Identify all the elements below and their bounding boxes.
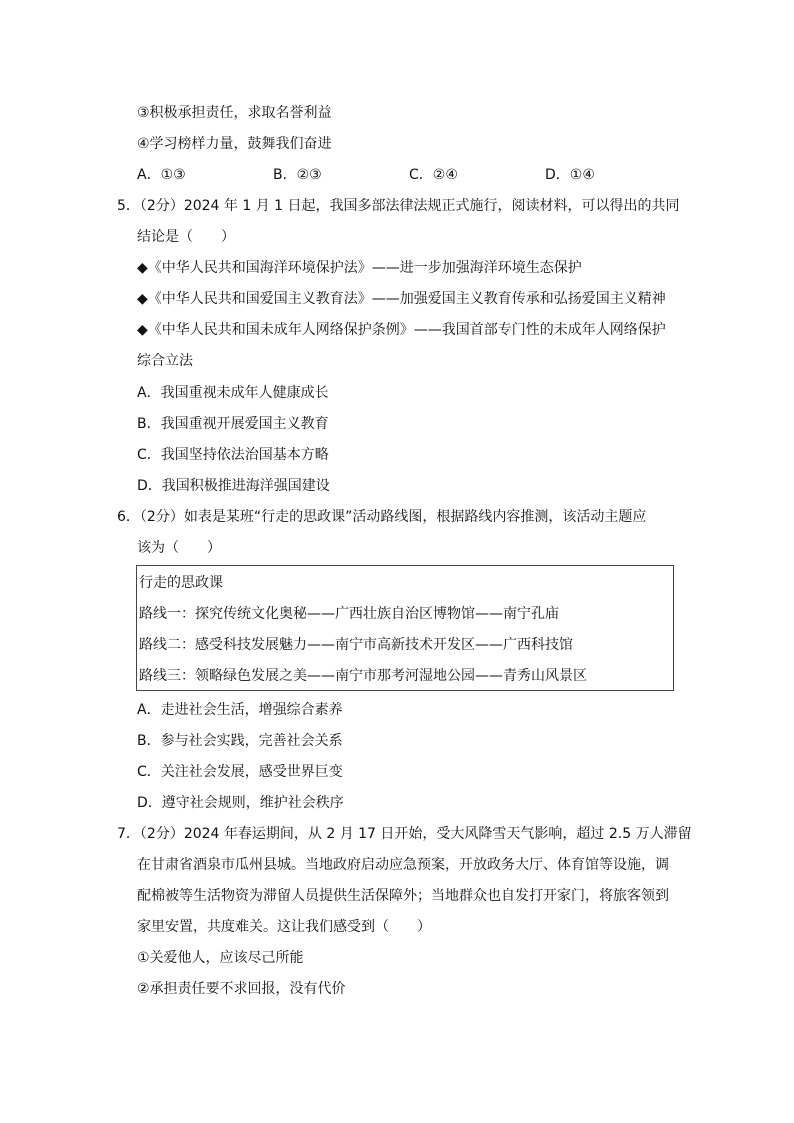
table-route-1: 路线一：探究传统文化奥秘——广西壮族自治区博物馆——南宁孔庙 bbox=[139, 606, 559, 622]
q5-option-c[interactable]: C．我国坚持依法治国基本方略 bbox=[137, 447, 329, 463]
q6-option-b[interactable]: B．参与社会实践，完善社会关系 bbox=[137, 733, 343, 749]
q4-options bbox=[137, 165, 595, 185]
q7-statement-2: ②承担责任要不求回报，没有代价 bbox=[137, 981, 346, 997]
q6-option-a[interactable]: A．走进社会生活，增强综合素养 bbox=[137, 702, 343, 718]
q5-stem-line-1: 5．（2分）2024 年 1 月 1 日起，我国多部法律法规正式施行，阅读材料，可以得出的共同 bbox=[117, 198, 680, 214]
q4-option-a[interactable]: A．①③ bbox=[137, 167, 186, 183]
q7-stem-line-4: 家里安置，共度难关。这让我们感受到（ ） bbox=[137, 919, 431, 935]
q6-option-d[interactable]: D．遵守社会规则，维护社会秩序 bbox=[137, 795, 344, 811]
q6-option-c[interactable]: C．关注社会发展，感受世界巨变 bbox=[137, 764, 343, 780]
table-route-3: 路线三：领略绿色发展之美——南宁市那考河湿地公园——青秀山风景区 bbox=[139, 668, 587, 684]
table-route-2: 路线二：感受科技发展魅力——南宁市高新技术开发区——广西科技馆 bbox=[139, 637, 573, 653]
q7-stem-line-2: 在甘肃省酒泉市瓜州县城。当地政府启动应急预案，开放政务大厅、体育馆等设施，调 bbox=[137, 857, 669, 873]
table-title: 行走的思政课 bbox=[139, 575, 223, 591]
q5-option-b[interactable]: B．我国重视开展爱国主义教育 bbox=[137, 416, 329, 432]
q7-stem-line-1: 7．（2分）2024 年春运期间，从 2 月 17 日开始，受大风降雪天气影响，超过 2.5 万人滞留 bbox=[117, 826, 692, 842]
q7-statement-1: ①关爱他人，应该尽己所能 bbox=[137, 950, 304, 966]
q6-route-table bbox=[136, 565, 674, 691]
q5-bullet-2: ◆《中华人民共和国爱国主义教育法》——加强爱国主义教育传承和弘扬爱国主义精神 bbox=[137, 291, 666, 307]
q6-stem-line-2: 该为（ ） bbox=[137, 540, 221, 556]
q4-option-b[interactable]: B．②③ bbox=[273, 167, 322, 183]
q4-statement-3: ③积极承担责任，求取名誉利益 bbox=[137, 105, 332, 121]
q5-option-d[interactable]: D．我国积极推进海洋强国建设 bbox=[137, 478, 330, 494]
q4-statement-4: ④学习榜样力量，鼓舞我们奋进 bbox=[137, 136, 332, 152]
q5-bullet-3-cont: 综合立法 bbox=[137, 353, 193, 369]
q4-option-d[interactable]: D．①④ bbox=[545, 167, 595, 183]
q5-stem-line-2: 结论是（ ） bbox=[137, 229, 235, 245]
q4-option-c[interactable]: C．②④ bbox=[409, 167, 458, 183]
q5-option-a[interactable]: A．我国重视未成年人健康成长 bbox=[137, 385, 329, 401]
q6-stem-line-1: 6．（2分）如表是某班“行走的思政课”活动路线图，根据路线内容推测，该活动主题应 bbox=[117, 509, 647, 525]
q7-stem-line-3: 配棉被等生活物资为滞留人员提供生活保障外；当地群众也自发打开家门，将旅客领到 bbox=[137, 888, 669, 904]
q5-bullet-1: ◆《中华人民共和国海洋环境保护法》——进一步加强海洋环境生态保护 bbox=[137, 260, 582, 276]
q5-bullet-3: ◆《中华人民共和国未成年人网络保护条例》——我国首部专门性的未成年人网络保护 bbox=[137, 322, 666, 338]
